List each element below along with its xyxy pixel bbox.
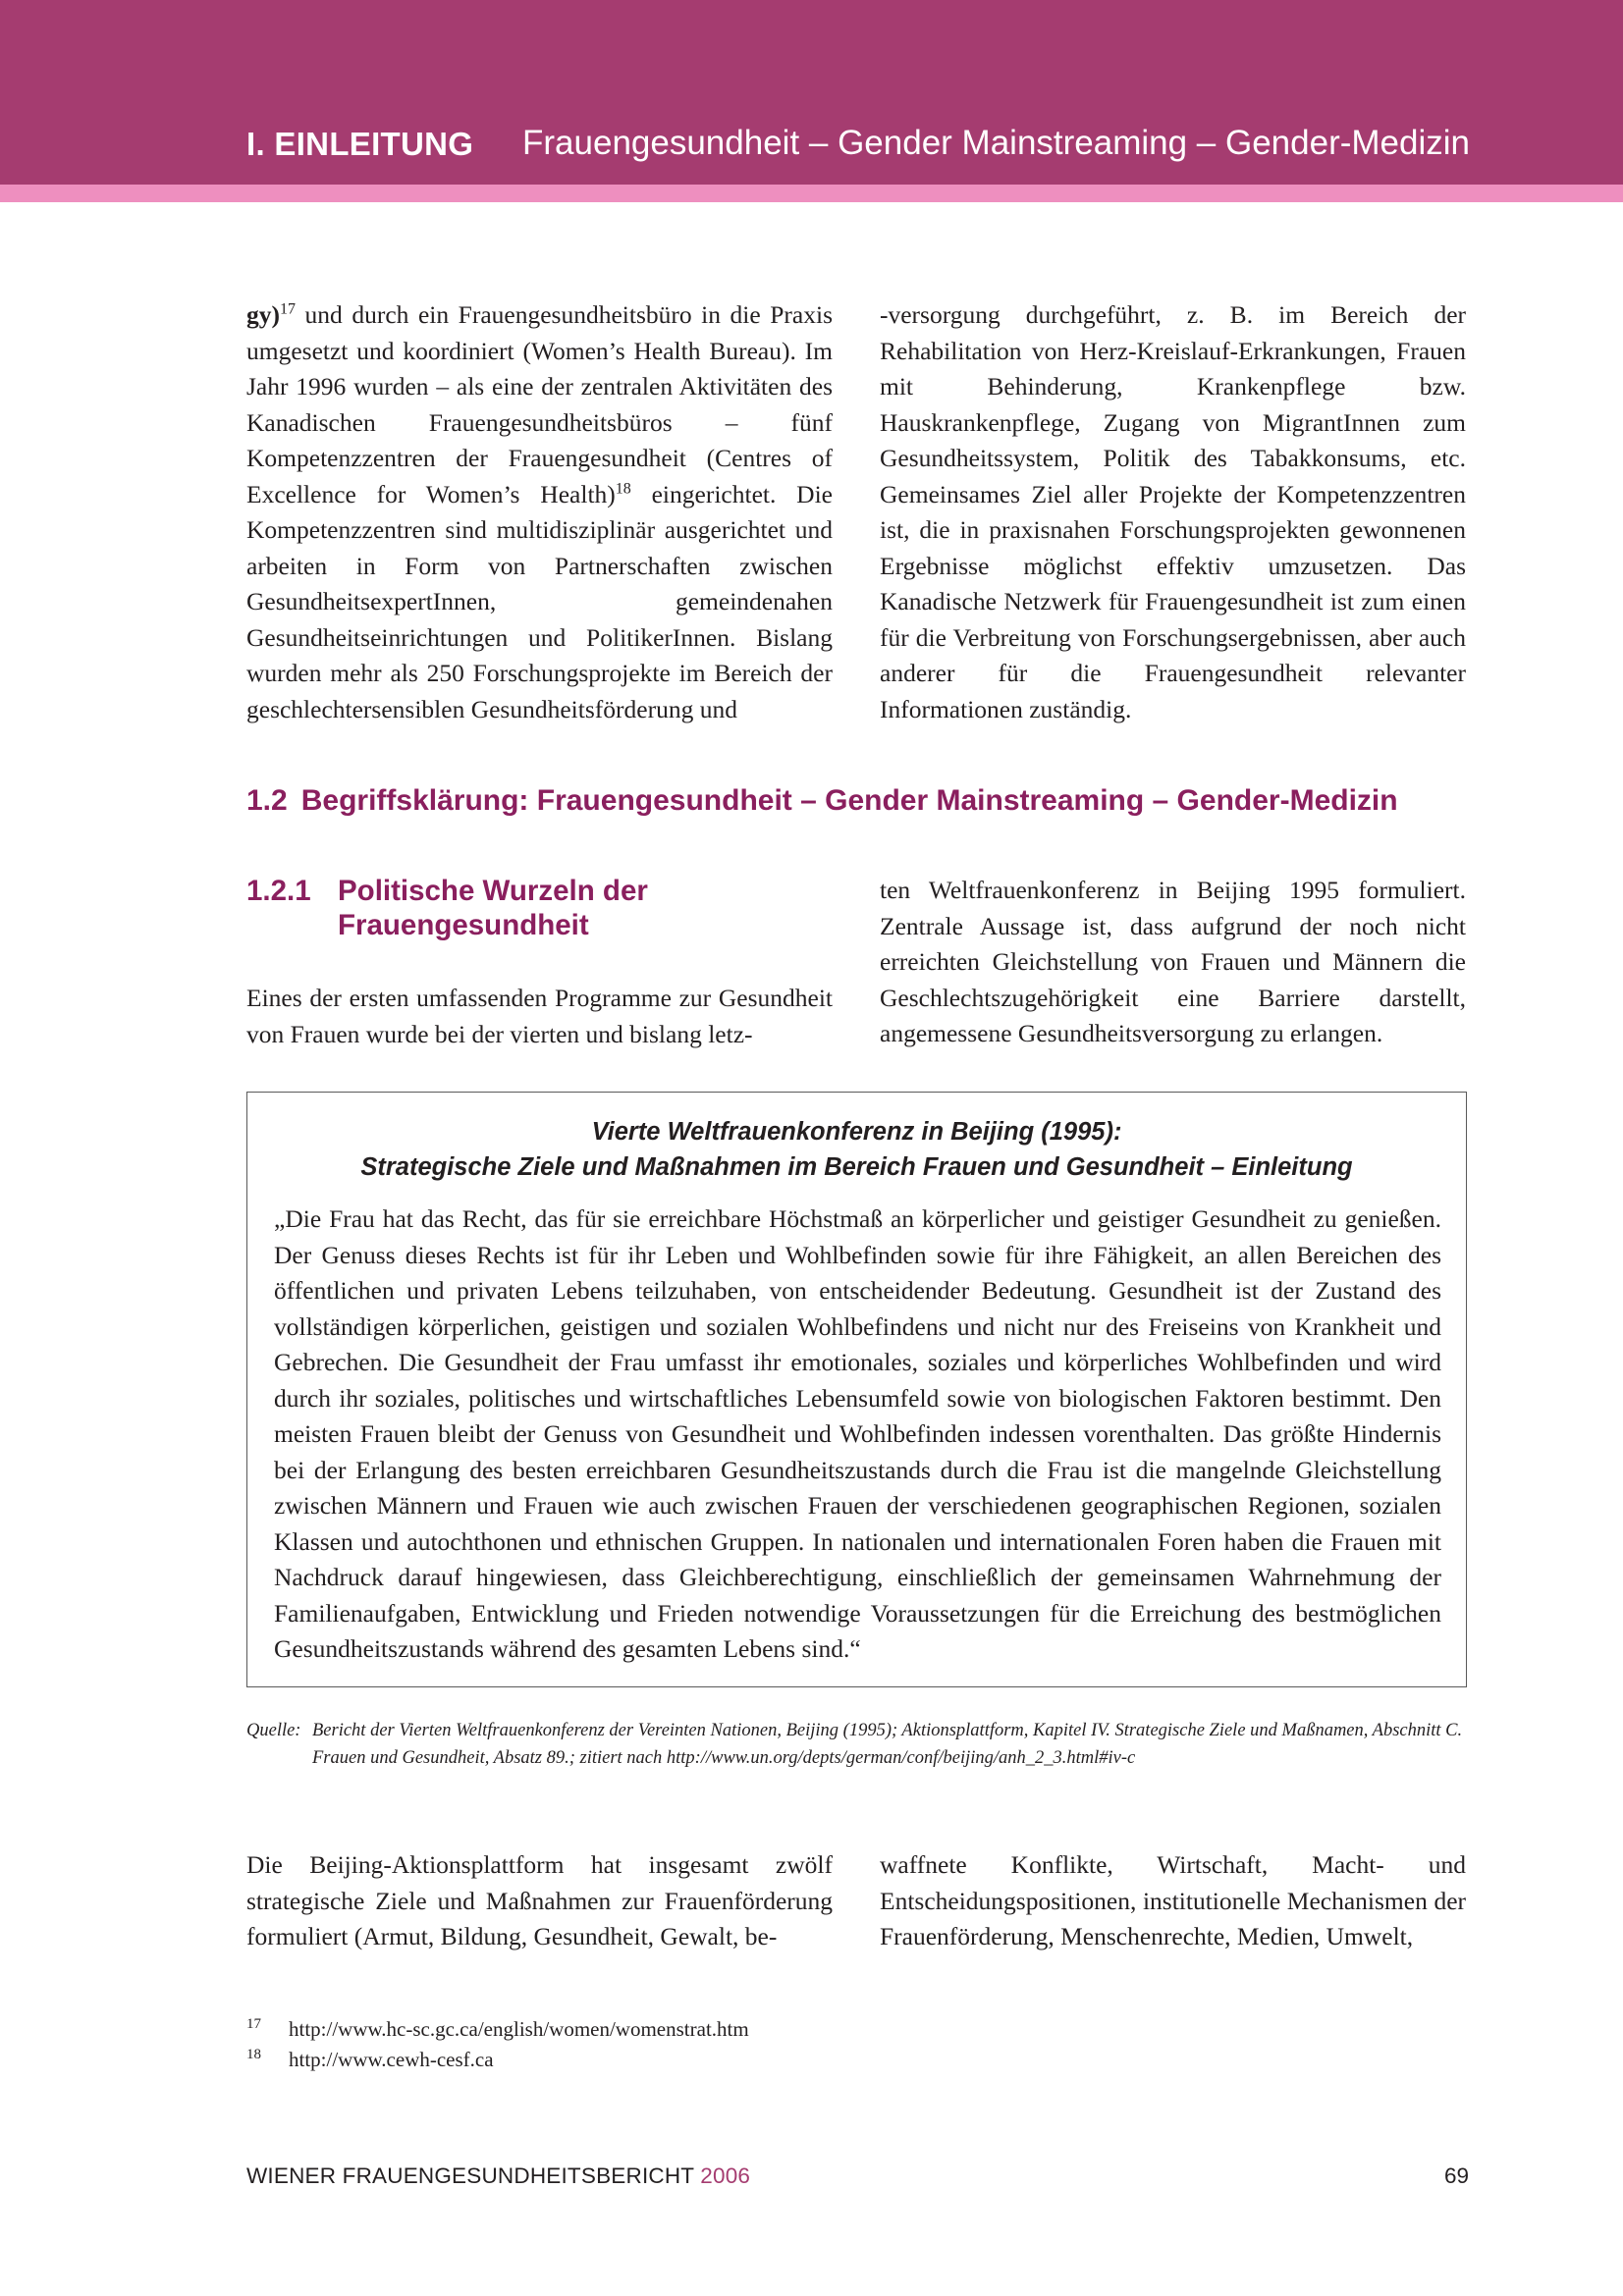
quote-box-body: „Die Frau hat das Recht, das für sie erreichbare Höchstmaß an körperlicher und geistiger Gesundheit zu genießen. Der Genuss dieses Rechts ist für ihr Leben und Wohlbefinden sowie für ihre Fähigkeit, an allen Bereichen des öffentlichen und privaten Lebens teilzuhaben, von entscheidender Bedeutung. Gesundheit ist der Zustand des vollständigen körperlichen, geistigen und sozialen Wohlbefindens und nicht nur des Freiseins von Krankheit und Gebrechen. Die Gesundheit der Frau umfasst ihr emotionales, soziales und körperliches Wohlbefinden und wird durch ihr soziales, politisches und wirtschaftliches Lebensumfeld sowie von biologischen Faktoren bestimmt. Den meisten Frauen bleibt der Genuss von Gesundheit und Wohlbefinden indessen vorenthalten. Das größte Hindernis bei der Erlangung des besten erreichbaren Gesundheitszustands durch die Frau ist die mangelnde Gleichstellung zwischen Männern und Frauen wie auch zwischen Frauen der verschiedenen geographischen Regionen, sozialen Klassen und autochthonen und ethnischen Gruppen. In nationalen und internationalen Foren haben die Frauen mit Nachdruck darauf hingewiesen, dass Gleichberechtigung, einschließlich der gemeinsamen Wahrnehmung der Familienaufgaben, Entwicklung und Frieden notwendige Voraussetzungen für die Erreichung des bestmöglichen Gesundheitszustands während des gesamten Lebens sind.“ xyxy=(274,1204,1441,1663)
footnote-ref-17[interactable]: 17 xyxy=(280,300,296,318)
section-number: 1.2 xyxy=(246,784,288,817)
section-title: Begriffsklärung: Frauengesundheit – Gender Mainstreaming – Gender-Medizin xyxy=(300,784,1398,817)
subsection-right-column xyxy=(880,873,1466,1052)
footnote-link[interactable]: http://www.hc-sc.gc.ca/english/women/womenstrat.htm xyxy=(289,2017,749,2041)
source-note xyxy=(246,1717,1467,1772)
subsection-number: 1.2.1 xyxy=(246,875,311,907)
footer-year: 2006 xyxy=(700,2163,751,2188)
footnote-link[interactable]: http://www.cewh-cesf.ca xyxy=(289,2048,494,2071)
source-text: Bericht der Vierten Weltfrauenkonferenz der Vereinten Nationen, Beijing (1995); Aktionsplattform, Kapitel IV. Strategische Ziele und Maßnamen, Abschnitt C. Frauen und Gesundheit, Absatz 89.; zitiert nach http://www.un.org/depts/german/conf/beijing/anh_2_3.html#iv-c xyxy=(312,1721,1463,1768)
lead-bold-text: gy) xyxy=(246,300,280,329)
footnote-ref-18[interactable]: 18 xyxy=(615,480,631,497)
footer-report-name: WIENER FRAUENGESUNDHEITSBERICHT xyxy=(246,2163,701,2188)
intro-left-text-1: und durch ein Frauengesundheitsbüro in die Praxis umgesetzt und koordiniert (Women’s Health Bureau). Im Jahr 1996 wurden – als eine der zentralen Aktivitäten des Kanadischen Frauengesundheitsbüros – fünf Kompetenzzentren der Frauengesundheit (Centres of Excellence for Women’s Health) xyxy=(246,300,833,508)
bottom-left-column xyxy=(246,1847,833,1955)
footer-title xyxy=(246,2163,750,2189)
header-title: Frauengesundheit – Gender Mainstreaming – Gender-Medizin xyxy=(522,124,1470,162)
bottom-right-column xyxy=(880,1847,1466,1955)
footnote-18 xyxy=(246,2045,749,2075)
subsection-left-column xyxy=(246,981,833,1052)
footnote-number: 17 xyxy=(246,2016,261,2032)
footnote-number: 18 xyxy=(246,2047,261,2062)
footnote-17 xyxy=(246,2014,749,2045)
section-heading xyxy=(246,784,1398,818)
footnotes xyxy=(246,2014,749,2075)
intro-right-column xyxy=(880,297,1466,727)
subsection-title: Politische Wurzeln der Frauengesundheit xyxy=(338,875,648,941)
intro-left-text-2: eingerichtet. Die Kompetenzzentren sind multidisziplinär ausgerichtet und arbeiten in Form von Partnerschaften zwischen GesundheitsexpertInnen, gemeindenahen Gesundheitseinrichtungen und PolitikerInnen. Bislang wurden mehr als 250 Forschungsprojekte im Bereich der geschlechtersensiblen Gesundheitsförderung und xyxy=(246,479,834,723)
quote-box-title xyxy=(247,1114,1466,1185)
quote-box-title-line-1: Vierte Weltfrauenkonferenz in Beijing (1995): xyxy=(591,1118,1122,1146)
quote-box xyxy=(246,1092,1467,1687)
subsection-heading xyxy=(246,874,796,942)
subsection-right-paragraph: ten Weltfrauenkonferenz in Beijing 1995 formuliert. Zentrale Aussage ist, dass aufgrund der noch nicht erreichten Gleichstellung von Frauen und Männern die Geschlechtszugehörigkeit eine Barriere darstellt, angemessene Gesundheitsversorgung zu erlangen. xyxy=(880,876,1466,1047)
chapter-label: I. EINLEITUNG xyxy=(246,126,474,162)
source-label: Quelle: xyxy=(246,1721,301,1740)
bottom-left-paragraph: Die Beijing-Aktionsplattform hat insgesamt zwölf strategische Ziele und Maßnahmen zur Frauenförderung formuliert (Armut, Bildung, Gesundheit, Gewalt, be- xyxy=(246,1850,833,1950)
header-stripe xyxy=(0,185,1623,202)
quote-box-title-line-2: Strategische Ziele und Maßnahmen im Bereich Frauen und Gesundheit – Einleitung xyxy=(360,1153,1353,1181)
intro-left-column xyxy=(246,297,833,727)
intro-right-paragraph: -versorgung durchgeführt, z. B. im Bereich der Rehabilitation von Herz-Kreislauf-Erkrankungen, Frauen mit Behinderung, Krankenpflege bzw. Hauskrankenpflege, Zugang von MigrantInnen zum Gesundheitssystem, Politik des Tabakkonsums, etc. Gemeinsames Ziel aller Projekte der Kompetenzzentren ist, die in praxisnahen Forschungsprojekten gewonnenen Ergebnisse möglichst effektiv umzusetzen. Das Kanadische Netzwerk für Frauengesundheit ist zum einen für die Verbreitung von Forschungsergebnissen, aber auch anderer für die Frauengesundheit relevanter Informationen zuständig. xyxy=(880,300,1466,723)
intro-left-paragraph xyxy=(246,297,833,727)
page-number: 69 xyxy=(1443,2163,1469,2188)
bottom-right-paragraph: waffnete Konflikte, Wirtschaft, Macht- und Entscheidungspositionen, institutionelle Mechanismen der Frauenförderung, Menschenrechte, Medien, Umwelt, xyxy=(880,1850,1466,1950)
subsection-left-paragraph: Eines der ersten umfassenden Programme zur Gesundheit von Frauen wurde bei der vierten und bislang letz- xyxy=(246,984,833,1048)
